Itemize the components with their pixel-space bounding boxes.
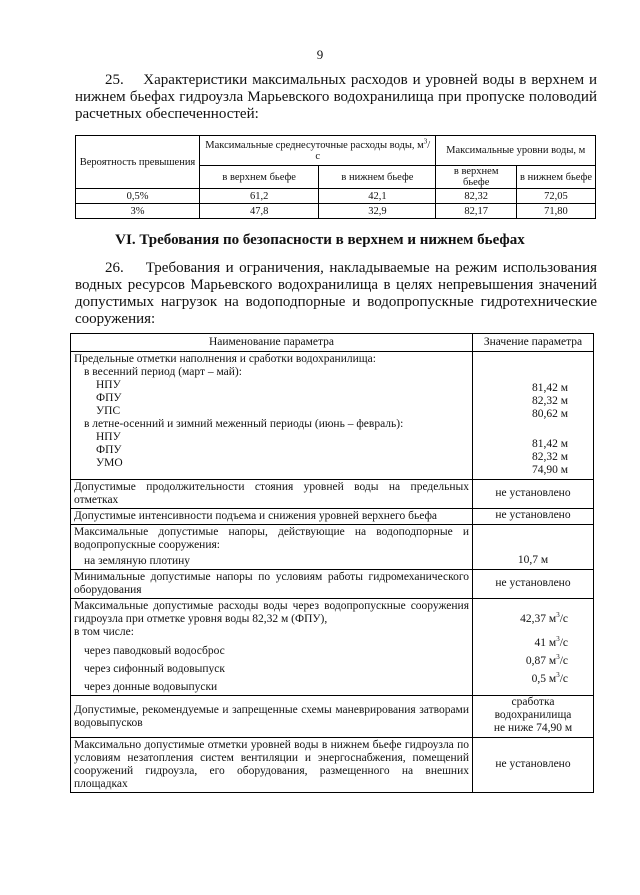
value-spillway-flow: 41 $м^3/с$: [534, 635, 568, 649]
flows-including: в том числе:: [74, 626, 134, 638]
flow-level-table: [75, 135, 596, 219]
label-npu: НПУ: [96, 379, 121, 391]
row-levels-name: [71, 352, 473, 480]
row-min-heads-value: не установлено: [473, 570, 594, 599]
cell-prob: 0,5%: [76, 189, 200, 204]
group-levels: Максимальные уровни воды, м: [436, 136, 596, 166]
value-ups: 80,62 м: [531, 408, 568, 420]
cell-lvl-low: 71,80: [516, 204, 595, 219]
cell-lvl-low: 72,05: [516, 189, 595, 204]
schemes-value-1: сработка: [511, 696, 555, 708]
paragraph-26: [75, 260, 597, 328]
schemes-value-2: водохранилища: [494, 709, 572, 721]
head-parameter-name: Наименование параметра: [71, 334, 473, 352]
sub-lower-flow: в нижнем бьефе: [319, 166, 436, 189]
table-row: [71, 570, 594, 599]
paragraph-26-number: 26.: [105, 260, 124, 276]
safety-requirements-table: [70, 333, 594, 793]
cell-flow-low: 32,9: [319, 204, 436, 219]
table-row: [76, 189, 596, 204]
cell-flow-up: 47,8: [200, 204, 319, 219]
label-npu-2: НПУ: [96, 431, 121, 443]
page-number: 9: [316, 47, 324, 62]
sub-upper-level: в верхнем бьефе: [436, 166, 517, 189]
flows-siphon: через сифонный водовыпуск: [84, 663, 225, 675]
row-intensity-value: не установлено: [473, 509, 594, 525]
paragraph-25-number: 25.: [105, 72, 124, 88]
row-heads-value: 10,7 м: [473, 525, 594, 570]
group-flows: [200, 136, 436, 166]
value-siphon-flow: 0,87 $м^3/с$: [525, 653, 568, 667]
cell-prob: 3%: [76, 204, 200, 219]
table-row: [71, 525, 594, 570]
row-intensity-name: Допустимые интенсивности подъема и снижения уровней верхнего бьефа: [71, 509, 473, 525]
row-lower-levels-name: Максимально допустимые отметки уровней воды в нижнем бьефе гидроузла по условиям незатопления систем вентиляции и энергоснабжения, помещений сооружений гидроузла, его оборудования, размещенного на внешних площадках: [71, 738, 473, 793]
row-heads-name: [71, 525, 473, 570]
row-duration-value: не установлено: [473, 480, 594, 509]
summer-period: в летне-осенний и зимний меженный периоды (июнь – февраль):: [84, 418, 404, 430]
label-ups: УПС: [96, 405, 121, 417]
row-flows-value: [473, 599, 594, 696]
flow-unit-tail: /с: [315, 139, 431, 162]
heads-title: Максимальные допустимые напоры, действующие на водоподпорные и водопропускные сооружения:: [74, 526, 469, 551]
row-lower-levels-value: не установлено: [473, 738, 594, 793]
table-row: [71, 352, 594, 480]
levels-title: Предельные отметки наполнения и сработки водохранилища:: [74, 353, 376, 365]
table-row: [71, 599, 594, 696]
value-fpu-2: 82,32 м: [531, 451, 568, 463]
label-fpu-2: ФПУ: [96, 444, 122, 456]
row-schemes-name: Допустимые, рекомендуемые и запрещенные схемы маневрирования затворами водовыпусков: [71, 696, 473, 738]
table-row: [71, 480, 594, 509]
label-umo: УМО: [96, 457, 123, 469]
cell-lvl-up: 82,32: [436, 189, 517, 204]
row-min-heads-name: Минимальные допустимые напоры по условиям работы гидромеханического оборудования: [71, 570, 473, 599]
cell-lvl-up: 82,17: [436, 204, 517, 219]
paragraph-25-text: Характеристики максимальных расходов и уровней воды в верхнем и нижнем бьефах гидроузла Марьевского водохранилища при пропуске половодий расчетных обеспеченностей:: [75, 72, 598, 122]
table-row: [71, 696, 594, 738]
flows-bottom: через донные водовыпуски: [84, 681, 218, 693]
row-levels-value: [473, 352, 594, 480]
spring-period: в весенний период (март – май):: [84, 366, 242, 378]
value-umo: 74,90 м: [531, 464, 568, 476]
row-duration-name: Допустимые продолжительности стояния уровней воды на предельных отметках: [71, 480, 473, 509]
row-flows-name: [71, 599, 473, 696]
flows-title: Максимальные допустимые расходы воды через водопропускные сооружения гидроузла при отметке уровня воды 82,32 м (ФПУ),: [74, 600, 469, 625]
paragraph-26-text: Требования и ограничения, накладываемые на режим использования водных ресурсов Марьевского водохранилища в целях непревышения значений допустимых нагрузок на водоподпорные и водопропускные гидротехнические сооружения:: [75, 260, 597, 327]
sub-upper-flow: в верхнем бьефе: [200, 166, 319, 189]
col-probability: Вероятность превышения: [76, 136, 200, 189]
head-parameter-value: Значение параметра: [473, 334, 594, 352]
heads-dam: на земляную плотину: [84, 555, 191, 567]
value-npu: 81,42 м: [531, 382, 568, 394]
value-fpu: 82,32 м: [531, 395, 568, 407]
value-bottom-flow: 0,5 $м^3/с$: [531, 671, 568, 685]
value-npu-2: 81,42 м: [531, 438, 568, 450]
group-flows-label: Максимальные среднесуточные расходы воды, м: [205, 139, 424, 151]
sub-lower-level: в нижнем бьефе: [516, 166, 595, 189]
table-row: [71, 509, 594, 525]
table-row: [71, 738, 594, 793]
flows-spillway: через паводковый водосброс: [84, 645, 225, 657]
section-heading: VI. Требования по безопасности в верхнем и нижнем бьефах: [115, 232, 525, 248]
cell-flow-low: 42,1: [319, 189, 436, 204]
label-fpu: ФПУ: [96, 392, 122, 404]
row-schemes-value: [473, 696, 594, 738]
cell-flow-up: 61,2: [200, 189, 319, 204]
flow-unit-sup: 3: [423, 137, 428, 145]
schemes-value-3: не ниже 74,90 м: [493, 722, 573, 734]
table-row: [76, 204, 596, 219]
paragraph-25: [75, 72, 597, 123]
value-total-flow: 42,37 $м^3/с$: [520, 611, 568, 625]
